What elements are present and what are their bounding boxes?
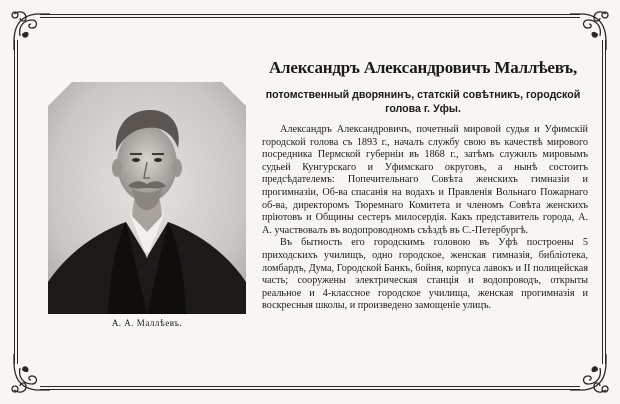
portrait-caption: А. А. Маллѣевъ. xyxy=(111,318,183,328)
frame-border-right xyxy=(605,40,606,364)
frame-border-top xyxy=(40,14,580,15)
page-subtitle: потомственный дворянинъ, статскій совѣтникъ, городской голова г. Уфы. xyxy=(265,89,581,115)
paragraph-2: Въ бытность его городскимъ головою въ Уфѣ построены 5 приходскихъ училищъ, одно городское, женская гимназія, библіотека, ломбардъ, Дума, Городской Банкъ, бойня, корпуса лавокъ и II полицейская часть; сооружены электрическая станція и водопроводъ, открыты реальное и 4-классное городское училища, женская прогимназія и воскресныя школы, и произведено замощеніе улицъ. xyxy=(262,237,588,312)
frame-border-right-inner xyxy=(602,40,603,364)
portrait-photo xyxy=(48,82,246,314)
frame-border-left xyxy=(14,40,15,364)
corner-ornament-icon xyxy=(570,354,614,398)
frame-border-bottom xyxy=(40,389,580,390)
frame-border-top-inner xyxy=(40,17,580,18)
biography-text xyxy=(262,124,588,313)
paragraph-1: Александръ Александровичъ, почетный мировой судья и Уфимскій городской голова съ 1893 г., началъ службу свою въ качествѣ мирового посредника Пермской губерніи въ 1868 г., затѣмъ служилъ мировымъ судьей Кунгурскаго и Уфимскаго округовъ, а нынѣ состоитъ предсѣдателемъ: Попечительнаго Совѣта женскихъ гимназіи и прогимназіи, Об-ва спасанія на водахъ и Правленія Вольнаго Пожарнаго об-ва, директоромъ Тюремнаго Комитета и членомъ Совѣта женскихъ пріютовъ и Общины сестеръ милосердія. Какъ представитель города, А. А. участвовалъ въ водопроводномъ съѣздѣ въ С.-Петербургѣ. xyxy=(262,124,588,236)
frame-border-bottom-inner xyxy=(40,386,580,387)
corner-ornament-icon xyxy=(570,6,614,50)
corner-ornament-icon xyxy=(6,6,50,50)
page-title: Александръ Александровичъ Маллѣевъ, xyxy=(268,58,578,77)
corner-ornament-icon xyxy=(6,354,50,398)
frame-border-left-inner xyxy=(17,40,18,364)
